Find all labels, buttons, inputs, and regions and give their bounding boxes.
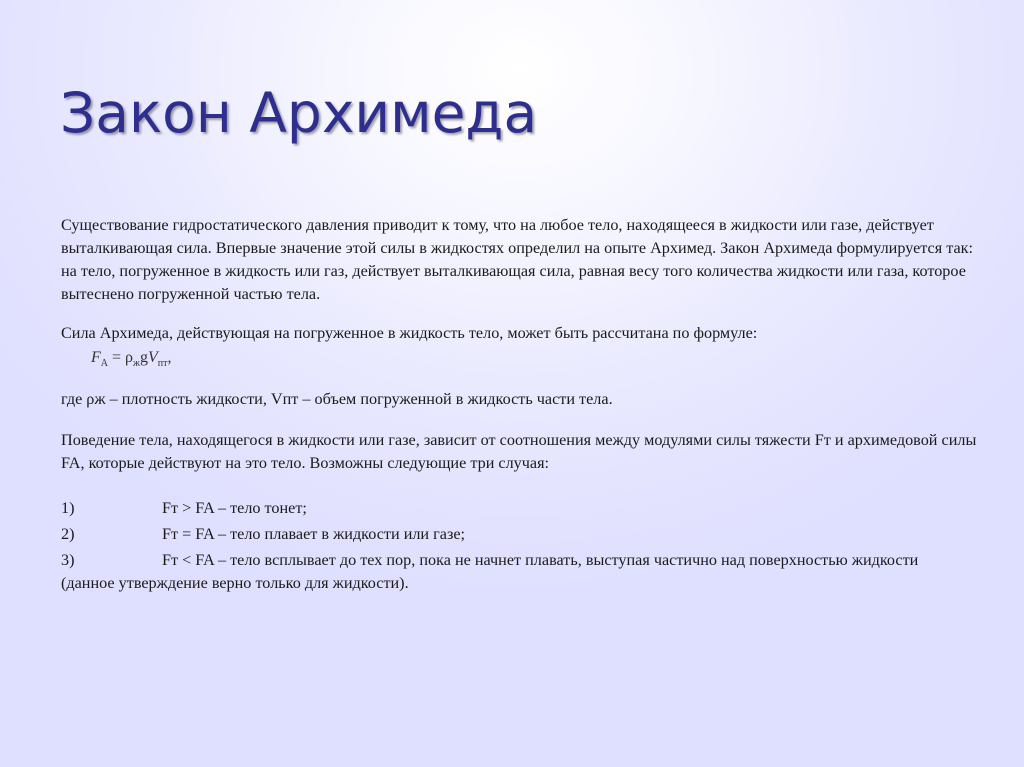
formula-volume-subscript: пт [157, 358, 168, 370]
case-number: 2) [61, 525, 75, 543]
formula-force-subscript: A [100, 358, 109, 370]
formula-intro-paragraph: Сила Архимеда, действующая на погруженное в жидкость тело, может быть рассчитана по формуле: [61, 324, 758, 342]
formula-force-symbol: F [91, 349, 101, 366]
case-text: Fт = FA – тело плавает в жидкости или газе; [162, 525, 466, 543]
formula-rho-subscript: ж [133, 358, 140, 370]
behavior-paragraph: Поведение тела, находящегося в жидкости или газе, зависит от соотношения между модулями силы тяжести Fт и архимедовой силы FA, которые действуют на это тело. Возможны следующие три случая: [61, 431, 977, 472]
case-text: Fт > FA – тело тонет; [162, 499, 307, 517]
case-text: Fт < FA – тело всплывает до тех пор, пока не начнет плавать, выступая частично над поверхностью жидкости [162, 551, 919, 569]
slide-title: Закон Архимеда [60, 81, 538, 145]
formula-explanation: где ρж – плотность жидкости, Vпт – объем погруженной в жидкость части тела. [61, 390, 613, 408]
formula-equals: = [108, 349, 126, 366]
case-number: 3) [61, 551, 75, 569]
slide-body [61, 214, 981, 595]
formula-rho: ρ [125, 349, 134, 366]
formula-volume-symbol: V [147, 349, 158, 366]
formula-trailing: , [167, 349, 172, 366]
case-item-2 [61, 523, 981, 546]
case-item-3 [61, 549, 981, 595]
archimedes-formula [91, 346, 981, 372]
intro-paragraph: Существование гидростатического давления приводит к тому, что на любое тело, находящееся в жидкости или газе, действует выталкивающая сила. Впервые значение этой силы в жидкостях определил на опыте Архимед. Закон Архимеда формулируется так: на тело, погруженное в жидкость или газ, действует выталкивающая сила, равная весу того количества жидкости или газа, которое вытеснено погруженной частью тела. [61, 216, 974, 303]
case-number: 1) [61, 499, 75, 517]
case-item-1 [61, 497, 981, 520]
formula-g: g [139, 349, 148, 366]
case-continuation: (данное утверждение верно только для жидкости). [61, 574, 409, 592]
